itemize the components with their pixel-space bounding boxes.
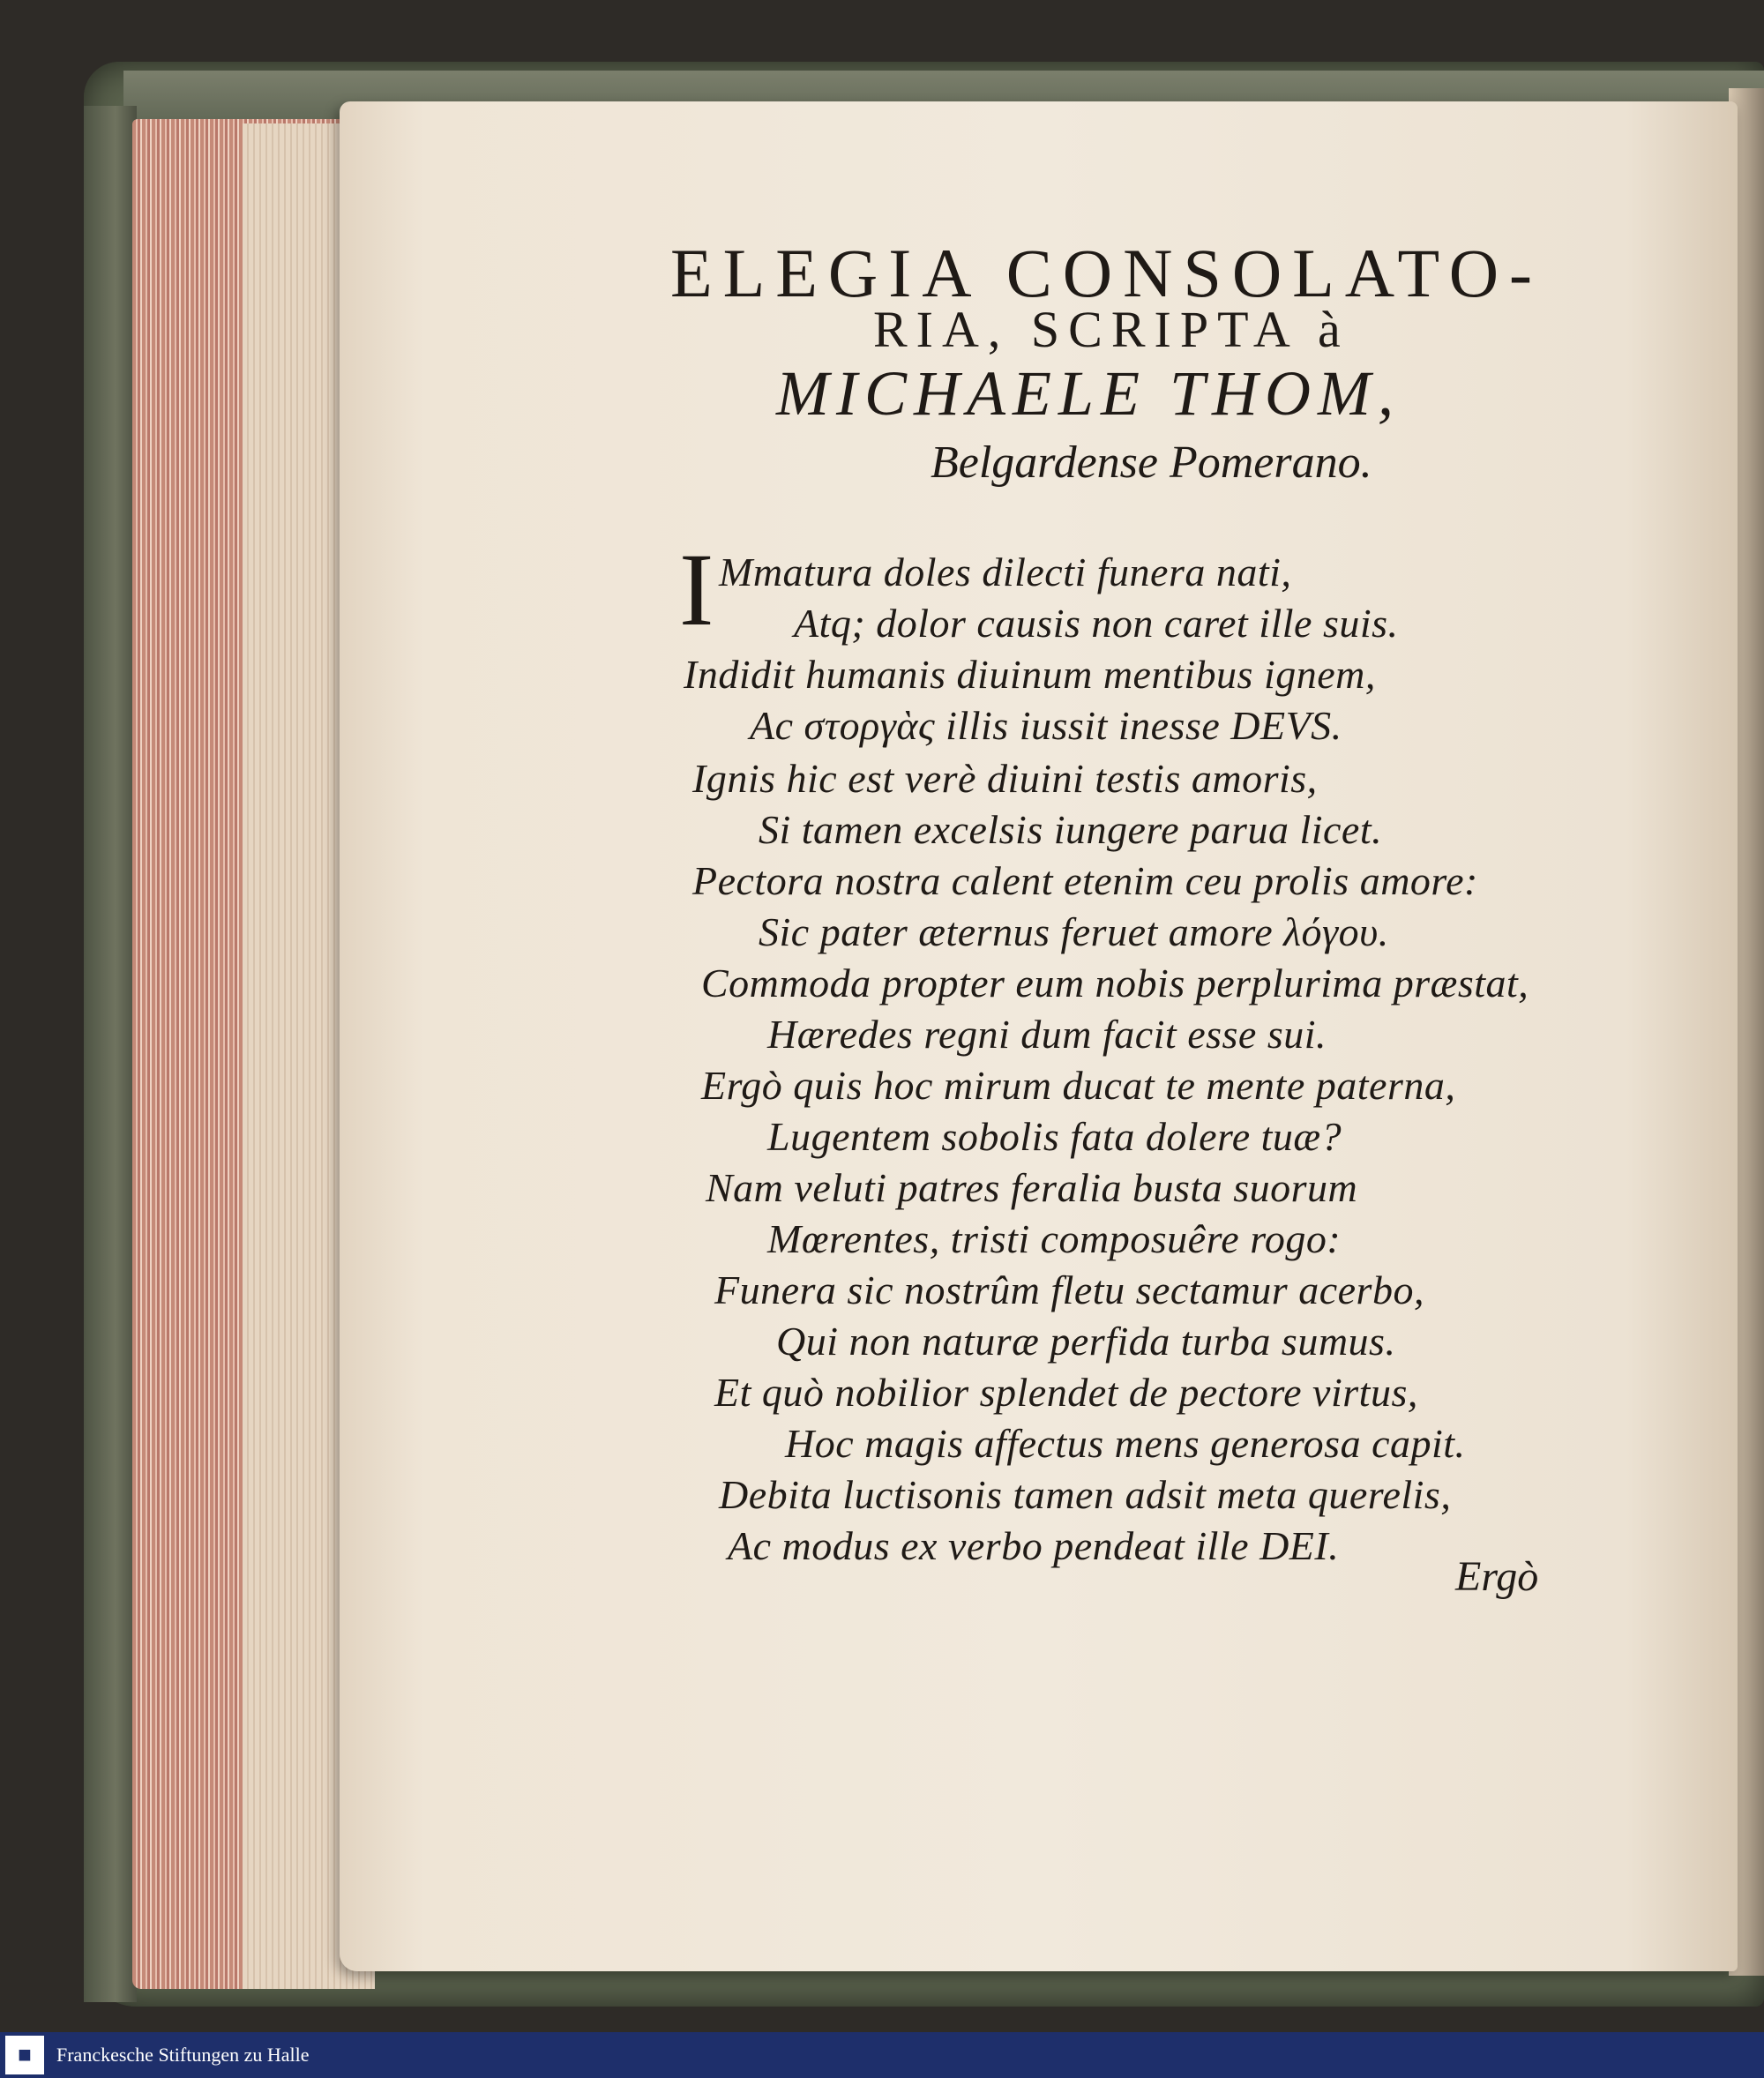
- verse-line: Et quò nobilior splendet de pectore virtus,: [714, 1370, 1418, 1415]
- verse-line: Mmatura doles dilecti funera nati,: [719, 549, 1292, 594]
- footer-bar: [0, 2032, 1764, 2078]
- catchword: Ergò: [1455, 1553, 1539, 1600]
- institution-name: Franckesche Stiftungen zu Halle: [56, 2044, 310, 2066]
- verse-line: Lugentem sobolis fata dolere tuæ?: [767, 1114, 1342, 1159]
- verse-line: Hæredes regni dum facit esse sui.: [767, 1012, 1327, 1057]
- verse-line: Ignis hic est verè diuini testis amoris,: [692, 756, 1318, 801]
- author-origin: Belgardense Pomerano.: [931, 437, 1372, 488]
- verse-line: Si tamen excelsis iungere parua licet.: [759, 807, 1383, 852]
- verse-line: Funera sic nostrûm fletu sectamur acerbo,: [714, 1267, 1424, 1312]
- author-name: MICHAELE THOM,: [776, 358, 1401, 429]
- verse-line: Ac modus ex verbo pendeat ille DEI.: [728, 1523, 1340, 1568]
- verse-line: Commoda propter eum nobis perplurima præstat,: [701, 961, 1529, 1005]
- title-line-2: RIA, SCRIPTA à: [873, 301, 1349, 358]
- verse-line: Indidit humanis diuinum mentibus ignem,: [684, 652, 1376, 697]
- verse-line: Sic pater æternus feruet amore λόγου.: [759, 909, 1389, 954]
- verse-line: Pectora nostra calent etenim ceu prolis amore:: [692, 858, 1478, 903]
- institution-logo-icon: ■: [5, 2036, 44, 2074]
- verse-line: Debita luctisonis tamen adsit meta querelis,: [719, 1472, 1452, 1517]
- verse-line: Atq; dolor causis non caret ille suis.: [794, 601, 1399, 646]
- verse-line: Ac στοργὰς illis iussit inesse DEVS.: [750, 703, 1342, 748]
- verse-line: Ergò quis hoc mirum ducat te mente paterna,: [701, 1063, 1456, 1108]
- drop-initial: I: [679, 532, 714, 647]
- title-line-1: ELEGIA CONSOLATO-: [670, 235, 1544, 311]
- verse-line: Qui non naturæ perfida turba sumus.: [776, 1319, 1396, 1364]
- verse-line: Hoc magis affectus mens generosa capit.: [785, 1421, 1466, 1466]
- verse-line: Mœrentes, tristi composuêre rogo:: [767, 1216, 1342, 1261]
- verse-line: Nam veluti patres feralia busta suorum: [706, 1165, 1358, 1210]
